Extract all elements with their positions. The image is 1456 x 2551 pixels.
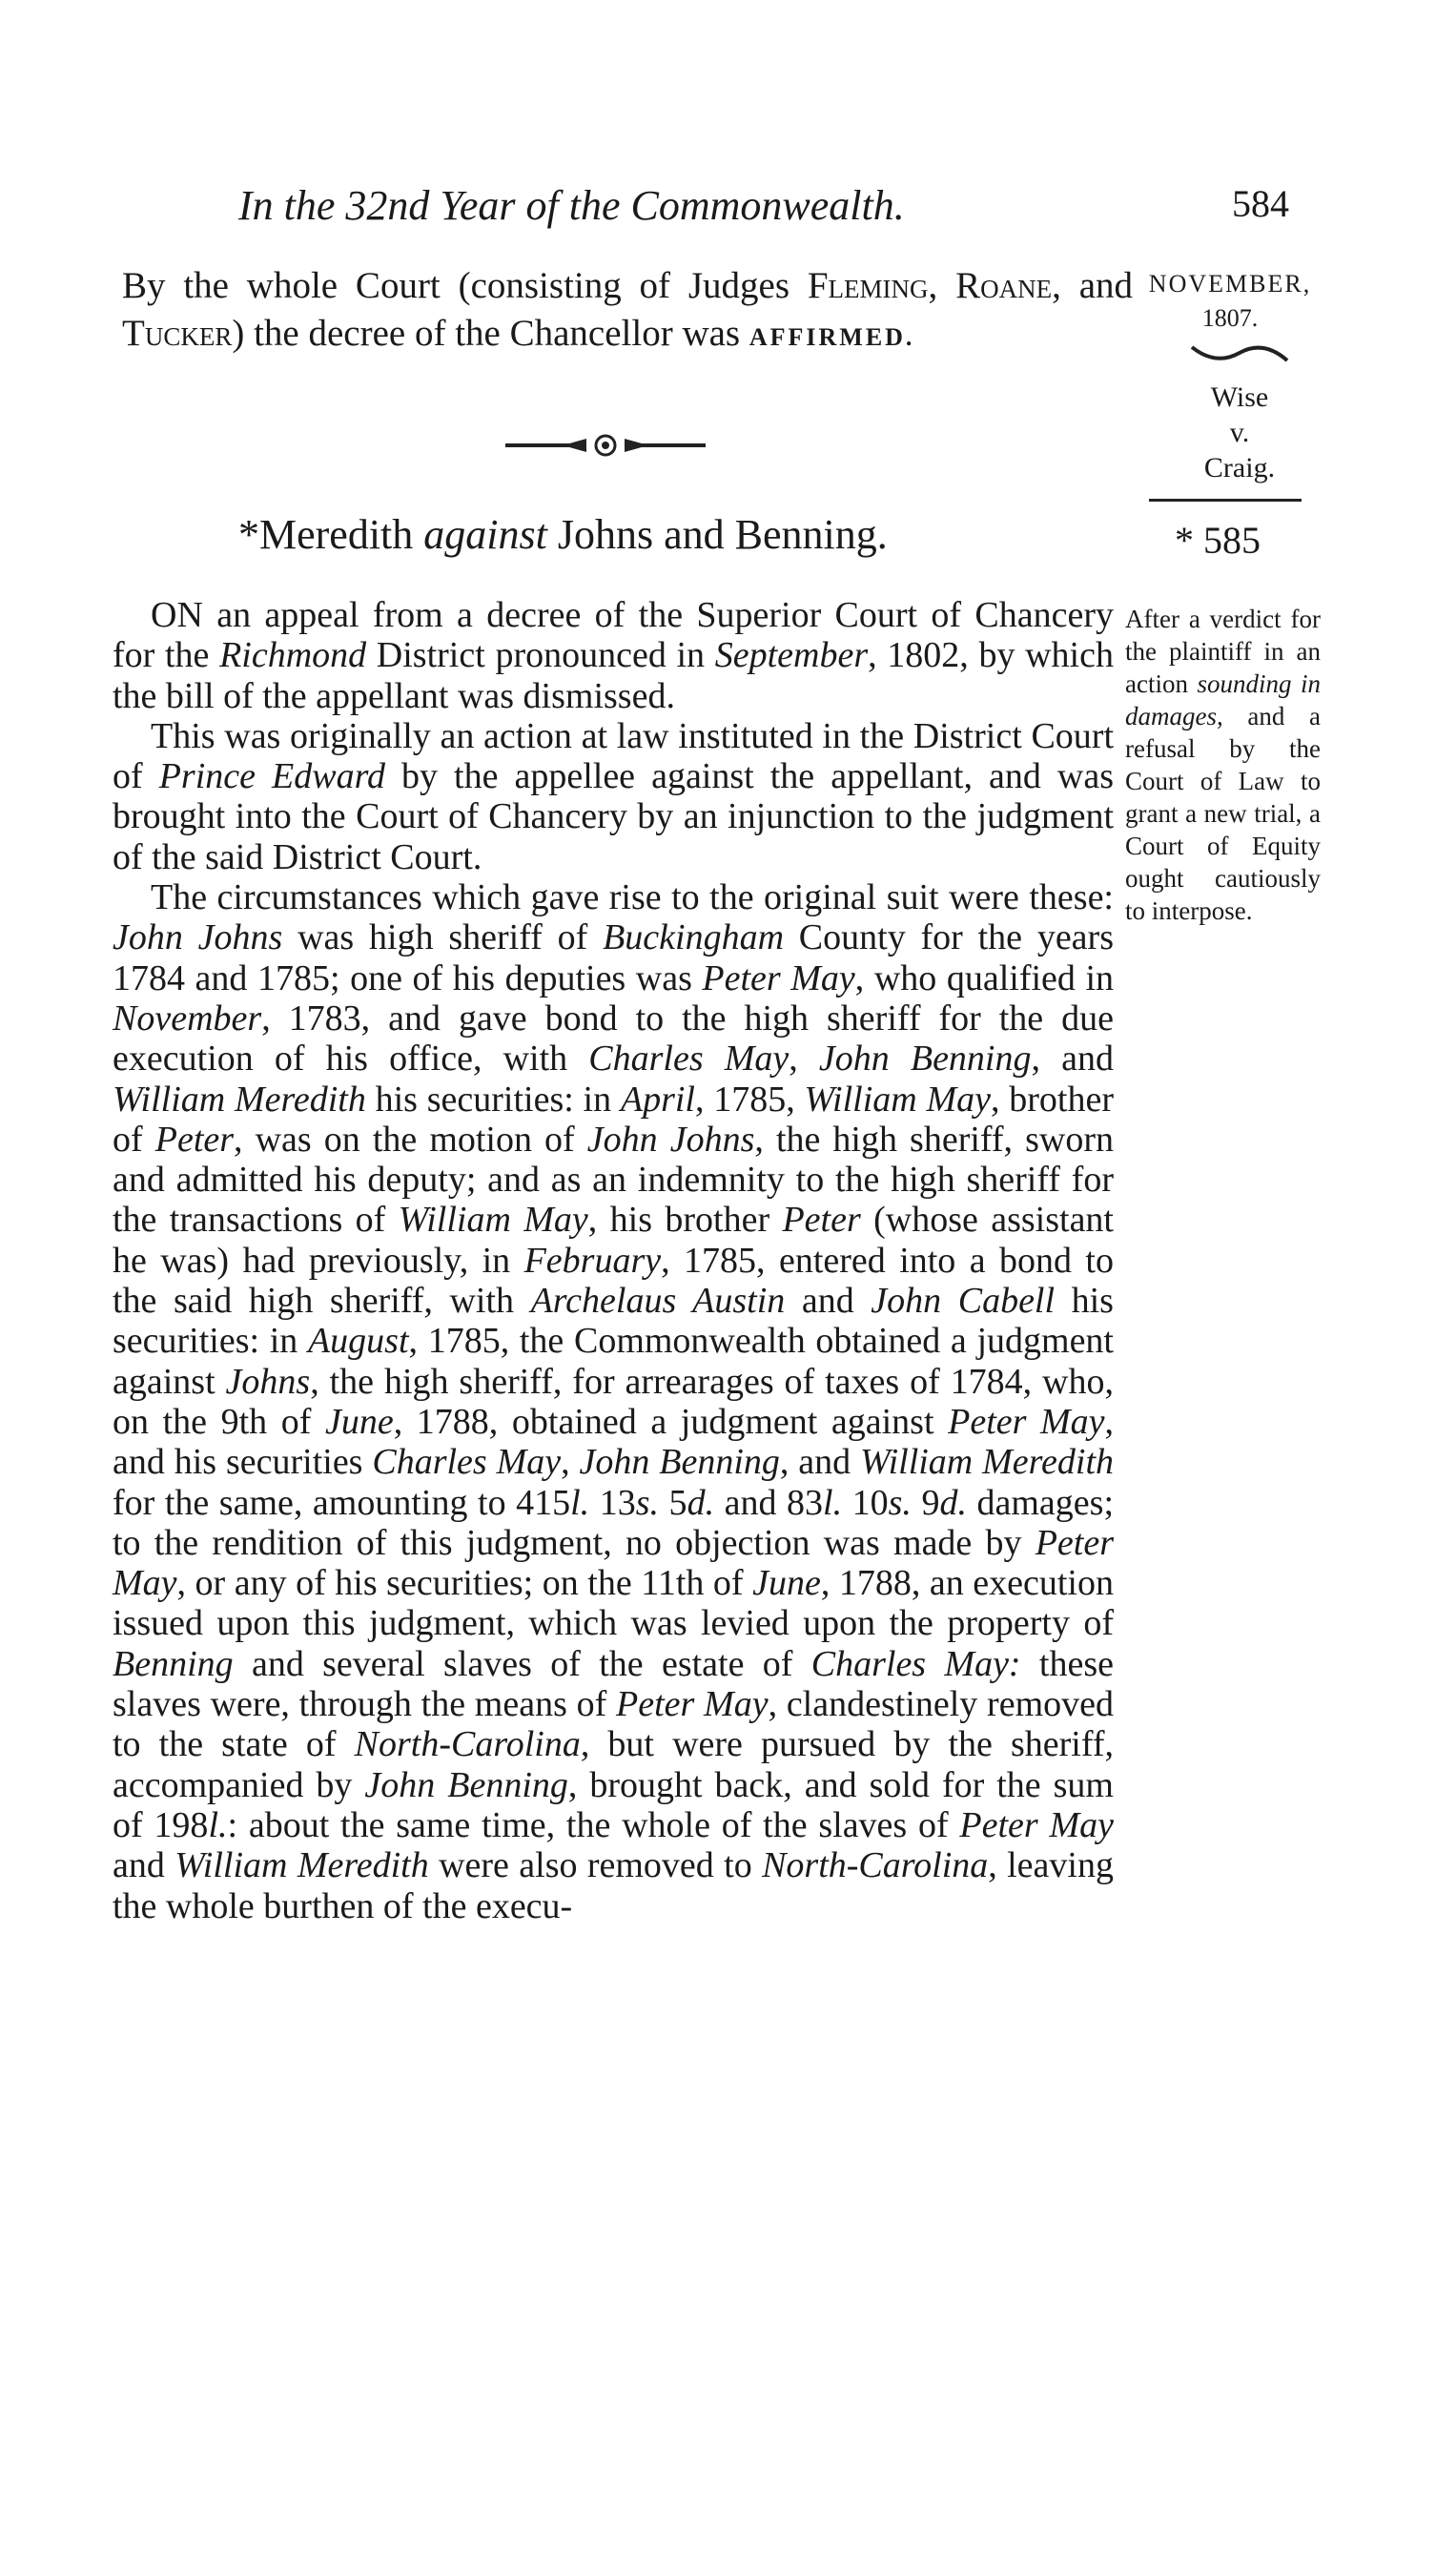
text: : about the same time, the whole of the slaves of xyxy=(227,1804,960,1845)
text: , his brother xyxy=(587,1200,783,1241)
text: l. xyxy=(208,1804,228,1845)
text: 5 xyxy=(659,1482,687,1523)
text: John Benning xyxy=(579,1442,780,1483)
text: ON an appeal from a decree of the Superior Court of Chancery for the xyxy=(113,595,1114,676)
text: Richmond xyxy=(219,635,367,676)
text: , 1785, entered into a bond to the said high sheriff, with xyxy=(113,1240,1114,1322)
text: , 1788, an execution issued upon this judgment, which was levied upon the property of xyxy=(113,1563,1114,1644)
text: Peter May xyxy=(702,957,855,998)
margin-date xyxy=(1144,267,1316,336)
text: d. xyxy=(939,1482,967,1523)
text: North-Carolina xyxy=(762,1845,989,1886)
text: June xyxy=(752,1563,821,1604)
cite-party: Wise xyxy=(1210,381,1269,413)
text: Buckingham xyxy=(603,917,785,958)
text: Benning xyxy=(113,1643,234,1684)
text: February xyxy=(523,1240,662,1281)
text: District pronounced in xyxy=(366,635,715,676)
text: , who qualified in xyxy=(854,957,1115,998)
text: Peter May xyxy=(948,1401,1105,1442)
text: November xyxy=(113,998,262,1039)
text: , xyxy=(561,1442,580,1483)
text: and several slaves of the estate of xyxy=(233,1643,811,1684)
swash-ornament xyxy=(1187,339,1292,368)
text: North-Carolina xyxy=(354,1724,581,1765)
text: Peter xyxy=(782,1200,861,1241)
cite-party: Craig. xyxy=(1203,452,1276,483)
text: , and a refusal by the Court of Law to grant a new trial, a Court of Equity ought cautiously to interpose. xyxy=(1125,702,1321,925)
text: William Meredith xyxy=(174,1845,429,1886)
text: sounding in damages xyxy=(1125,669,1321,730)
judge-name: Fleming xyxy=(807,265,929,306)
page-number: 584 xyxy=(1232,182,1289,225)
text: , 1783, and gave bond to the high sheriff for the due execution of his office, with xyxy=(113,998,1114,1080)
section-ornament xyxy=(496,431,715,460)
text: Peter May xyxy=(113,1522,1114,1604)
text: William May xyxy=(398,1200,588,1241)
text: 9 xyxy=(911,1482,940,1523)
text: and xyxy=(785,1281,872,1322)
text: County for the years 1784 and 1785; one of his deputies was xyxy=(113,917,1114,998)
text: This was originally an action at law instituted in the District Court of xyxy=(113,715,1114,797)
margin-case-citation xyxy=(1173,380,1306,485)
text: August xyxy=(307,1321,409,1362)
text: were also removed to xyxy=(428,1845,763,1886)
text: , was on the motion of xyxy=(234,1119,587,1160)
text: , leaving the whole burthen of the execu- xyxy=(113,1845,1114,1926)
text: , the high sheriff, sworn and admitted his deputy; and as an indemnity to the high sheriff for the transactions of xyxy=(113,1119,1114,1241)
text: , clandestinely removed to the state of xyxy=(113,1684,1114,1765)
text: Peter May xyxy=(616,1684,769,1725)
headnote xyxy=(1125,603,1321,927)
title-star: * xyxy=(238,511,259,558)
text: William Meredith xyxy=(113,1079,366,1120)
text: s. xyxy=(888,1482,912,1523)
margin-year: 1807. xyxy=(1201,304,1259,332)
text: , xyxy=(789,1039,819,1080)
text: 10 xyxy=(842,1482,889,1523)
text: Charles May xyxy=(372,1442,562,1483)
text: Archelaus Austin xyxy=(530,1281,786,1322)
running-head: In the 32nd Year of the Commonwealth. xyxy=(238,182,905,229)
text: , and his securities xyxy=(113,1401,1115,1483)
judge-name: Tucker xyxy=(122,313,233,354)
case-title xyxy=(238,510,1058,559)
text: his securities: in xyxy=(365,1079,621,1120)
text: After a verdict for the plaintiff in an action xyxy=(1125,605,1321,698)
text: , xyxy=(928,265,956,306)
margin-month: NOVEMBER, xyxy=(1148,270,1312,298)
cite-versus: v. xyxy=(1229,417,1250,448)
star-page-marker: * 585 xyxy=(1175,519,1261,562)
text: , and xyxy=(779,1442,861,1483)
margin-divider xyxy=(1149,499,1302,502)
text: l. xyxy=(823,1482,843,1523)
text: by the appellee against the appellant, and was brought into the Court of Chancery by an injunction to the judgment of the said District Court. xyxy=(113,756,1114,877)
text: Peter xyxy=(154,1119,235,1160)
text: , the high sheriff, for arrearages of taxes of 1784, who, on the 9th of xyxy=(113,1361,1114,1442)
text: his securities: in xyxy=(113,1281,1114,1362)
text: Charles May: xyxy=(810,1643,1021,1684)
text: April xyxy=(620,1079,695,1120)
text: By the whole Court (consisting of Judges xyxy=(122,265,808,306)
text: , 1785, the Commonwealth obtained a judgment against xyxy=(113,1321,1114,1402)
text: June xyxy=(324,1401,394,1442)
decision-result: AFFIRMED. xyxy=(749,323,915,351)
text: William Meredith xyxy=(860,1442,1115,1483)
text: John Johns xyxy=(113,917,283,958)
text: , 1788, obtained a judgment against xyxy=(393,1401,949,1442)
text: Johns xyxy=(225,1361,311,1402)
text: these slaves were, through the means of xyxy=(113,1643,1114,1725)
previous-case-conclusion xyxy=(122,262,1133,361)
text: Charles May xyxy=(588,1039,790,1080)
text: , and xyxy=(1031,1039,1114,1080)
text: d. xyxy=(687,1482,715,1523)
judge-name: Roane xyxy=(955,265,1053,306)
text: , or any of his securities; on the 11th of xyxy=(176,1563,753,1604)
text: John Benning xyxy=(364,1764,568,1805)
text: Prince Edward xyxy=(158,756,385,797)
text: John Benning xyxy=(818,1039,1032,1080)
text: Peter May xyxy=(959,1804,1115,1845)
text: The circumstances which gave rise to the original suit were these: xyxy=(151,877,1114,918)
text: , but were pursued by the sheriff, accompanied by xyxy=(113,1724,1114,1805)
text: William May xyxy=(804,1079,992,1120)
text: 13 xyxy=(589,1482,636,1523)
text: , and xyxy=(1052,265,1134,306)
text: , 1785, xyxy=(694,1079,805,1120)
title-against: against xyxy=(423,511,547,558)
text: ) the decree of the Chancellor was xyxy=(232,313,749,354)
text: John Johns xyxy=(586,1119,755,1160)
text: , brought back, and sold for the sum of 198 xyxy=(113,1764,1114,1845)
text: , 1802, by which the bill of the appellant was dismissed. xyxy=(113,635,1114,716)
text: s. xyxy=(635,1482,660,1523)
text: for the same, amounting to 415 xyxy=(113,1482,571,1523)
case-body xyxy=(113,595,1114,1926)
paragraph-origin xyxy=(113,716,1114,877)
defendant-names: Johns and Benning. xyxy=(557,511,888,558)
plaintiff-name: Meredith xyxy=(259,511,414,558)
text: September xyxy=(714,635,869,676)
text: and xyxy=(113,1845,175,1886)
text: damages; to the rendition of this judgment, no objection was made by xyxy=(113,1482,1115,1563)
text: l. xyxy=(570,1482,590,1523)
text: and 83 xyxy=(714,1482,824,1523)
text: , brother of xyxy=(113,1079,1115,1160)
text: (whose assistant he was) had previously, in xyxy=(113,1200,1114,1281)
text: was high sheriff of xyxy=(282,917,604,958)
paragraph-appeal xyxy=(113,595,1114,716)
paragraph-circumstances xyxy=(113,877,1114,1926)
text: John Cabell xyxy=(871,1281,1056,1322)
